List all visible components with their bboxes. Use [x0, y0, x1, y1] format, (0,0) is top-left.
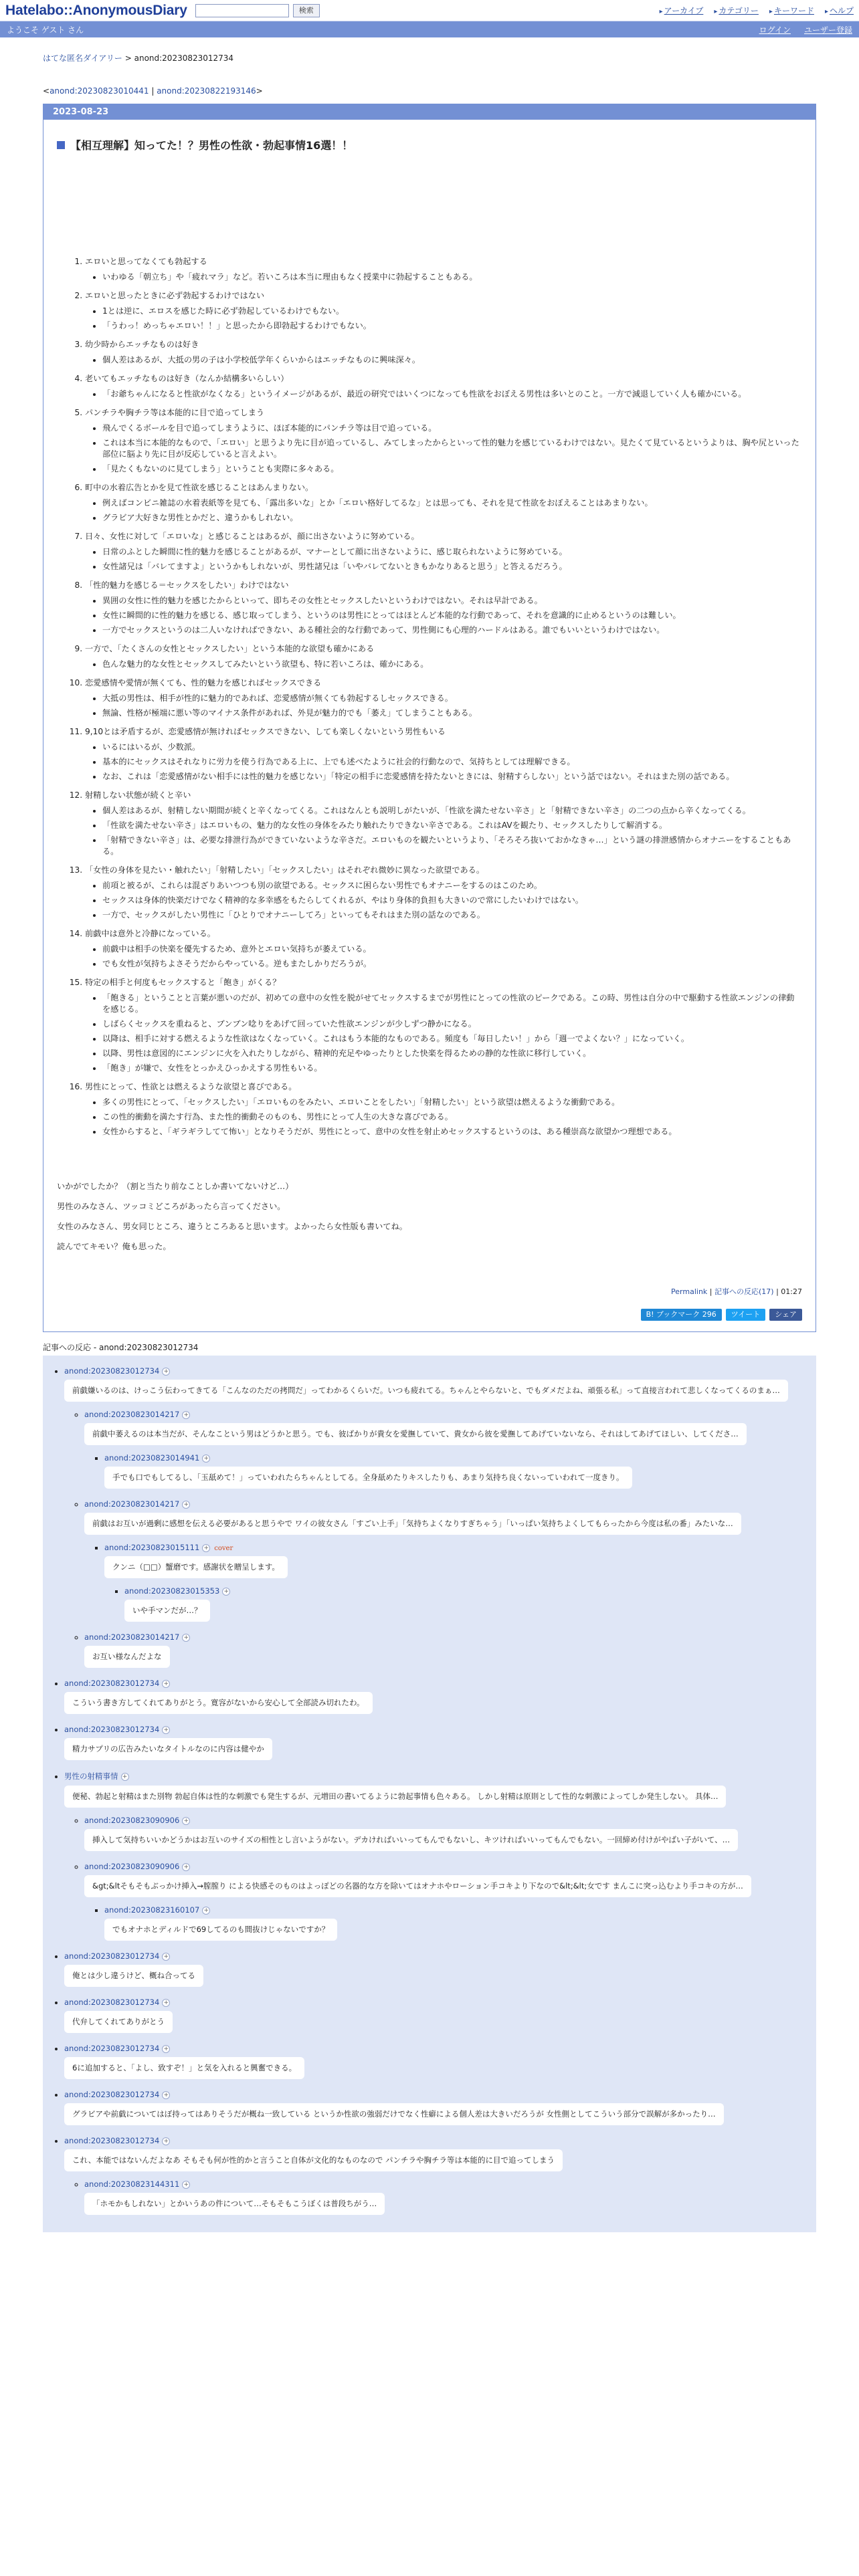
reaction-header [64, 1725, 807, 1734]
prev-entry-link[interactable]: anond:20230823010441 [50, 86, 149, 96]
reaction-header [84, 1632, 807, 1642]
entry-item [85, 726, 802, 782]
breadcrumb [43, 52, 816, 64]
reaction-link[interactable]: 男性の射精事情 [64, 1772, 118, 1781]
entry-item [85, 790, 802, 857]
entry-item-detail: • 以降は、相手に対する燃えるような性欲はなくなっていく。これはもう本能的なものである。頻度も「毎日したい！」から「週一でよくない？」になっていく。 [102, 1033, 802, 1045]
entry-title [57, 137, 802, 152]
reaction-header [84, 1410, 807, 1419]
facebook-share-button[interactable]: シェア [769, 1309, 802, 1321]
global-header [0, 0, 859, 21]
footer-sep: | [707, 1287, 714, 1296]
entry-item-detail: • 1とは逆に、エロスを感じた時に必ず勃起しているわけでもない。 [102, 306, 802, 317]
reaction-body: グラビアや前戯についてはぼ持ってはありそうだが概ね一致している というか性欲の強弱だけでなく性癖による個人差は大きいだろうが 女性側としてこういう部分で誤解が多かったり… [64, 2103, 724, 2125]
entry-list [57, 256, 802, 1138]
expand-icon[interactable]: + [202, 1907, 210, 1915]
breadcrumb-separator: > [122, 53, 134, 63]
entry-item [85, 977, 802, 1074]
entry-item-details [85, 659, 802, 670]
entry-item-title: 4. 老いてもエッチなものは好き（なんか結構多いらしい） [85, 374, 289, 383]
reaction-children [64, 2179, 807, 2219]
entry-item-detail: • 飛んでくるボールを目で追ってしまうように、ほぼ本能的にパンチラ等は目で追っている。 [102, 423, 802, 434]
entry-item-detail: • 「お爺ちゃんになると性欲がなくなる」というイメージがあるが、最近の研究ではいくつになっても性欲をおぼえる男性は多いとのこと。一方で減退していく人も確かにいる。 [102, 389, 802, 400]
login-link[interactable]: ログイン [759, 25, 791, 35]
entry-item-details [85, 546, 802, 572]
reaction-item [64, 1679, 807, 1718]
reaction-item [84, 1816, 807, 1855]
entry-item [85, 865, 802, 921]
reaction-header [124, 1586, 807, 1596]
diary-entry [43, 104, 816, 1332]
search-form [195, 4, 320, 17]
reaction-link[interactable]: anond:20230823012734 [64, 1998, 160, 2007]
reaction-item [64, 1366, 807, 1672]
entry-item-details [85, 742, 802, 782]
entry-item-details [85, 389, 802, 400]
expand-icon[interactable]: + [162, 1726, 170, 1734]
entry-item-detail: • いるにはいるが、少数派。 [102, 742, 802, 753]
entry-item-title: 3. 幼少時からエッチなものは好き [85, 340, 199, 349]
expand-icon[interactable]: + [162, 1368, 170, 1376]
nav-archive[interactable]: ▸ アーカイブ [660, 5, 704, 16]
entry-item-title: 5. パンチラや胸チラ等は本能的に目で追ってしまう [85, 408, 265, 417]
entry-item-title: 10. 恋愛感情や愛情が無くても、性的魅力を感じればセックスできる [85, 678, 322, 687]
entry-item-details [85, 498, 802, 524]
entry-item-detail: • 個人差はあるが、射精しない期間が続くと辛くなってくる。これはなんとも説明しがたいが、「性欲を満たせない辛さ」と「射精できない辛さ」の二つの点から辛くなってくる。 [102, 805, 802, 817]
entry-item-detail: • 女性からすると、「ギラギラしてて怖い」となりそうだが、男性にとって、意中の女性を射止めセックスするというのは、ある種崇高な欲望かつ理想である。 [102, 1126, 802, 1138]
entry-item-detail: • しばらくセックスを重ねると、ブンブン唸りをあげて回っていた性欲エンジンが少しずつ静かになる。 [102, 1018, 802, 1030]
prevnext-sep: | [149, 86, 157, 96]
reaction-item [64, 1771, 807, 1945]
reaction-header [64, 2136, 807, 2145]
entry-item-detail: • でも女性が気持ちよさそうだからやっている。逆もまたしかりだろうが。 [102, 958, 802, 970]
reaction-body: 6に追加すると、「よし、致すぞ！」と気を入れると興奮できる。 [64, 2057, 304, 2079]
closing-line: 読んでてキモい？俺も思った。 [57, 1242, 171, 1251]
entry-item-detail: • いわゆる「朝立ち」や「疲れマラ」など。若いころは本当に理由もなく授業中に勃起することもある。 [102, 272, 802, 283]
entry-item [85, 290, 802, 332]
reaction-body: 俺とは少し違うけど、概ね合ってる [64, 1965, 203, 1987]
entry-section [43, 120, 816, 1331]
tweet-button[interactable]: ツイート [726, 1309, 765, 1321]
expand-icon[interactable]: + [162, 2137, 170, 2145]
entry-item-title: 1. エロいと思ってなくても勃起する [85, 257, 207, 266]
entry-item-title: 12. 射精しない状態が続くと辛い [85, 790, 191, 800]
entry-item-title: 2. エロいと思ったときに必ず勃起するわけではない [85, 291, 265, 300]
expand-icon[interactable]: + [182, 1634, 190, 1642]
entry-item-detail: • この性的衝動を満たす行為、また性的衝動そのものも、男性にとって人生の大きな喜びである。 [102, 1111, 802, 1123]
entry-item-detail: • 色んな魅力的な女性とセックスしてみたいという欲望も、特に若いころは、確かにある。 [102, 659, 802, 670]
reaction-item [84, 1632, 807, 1672]
reaction-body: 便秘、勃起と射精はまた別物 勃起自体は性的な刺激でも発生するが、元増田の書いてるように勃起事情も色々ある。 しかし射精は原則として性的な刺激によってしか発生しない。 具体… [64, 1786, 726, 1808]
trackback-link[interactable]: 記事への反応(17) [714, 1287, 774, 1296]
entry-item-detail: • 「性欲を満たせない辛さ」はエロいもの、魅力的な女性の身体をみたり触れたりできない辛さである。これはAVを観たり、セックスしたりして解消する。 [102, 820, 802, 831]
reaction-link[interactable]: anond:20230823012734 [64, 1951, 160, 1961]
reaction-link[interactable]: anond:20230823014941 [104, 1453, 200, 1463]
reaction-header [84, 1862, 807, 1871]
entry-item-detail: • 異囲の女性に性的魅力を感じたからといって、即ちその女性とセックスしたいというわけではない。それは早計である。 [102, 595, 802, 607]
entry-item [85, 531, 802, 572]
reaction-body: &gt;&ltそもそもぶっかけ挿入→膣膣り による快感そのものはよっぽどの名器的な方を除いてはオナホやローション手コキより下なので&lt;&lt;女です まんこに突っ込むより手コキの方が… [84, 1875, 751, 1897]
entry-closing [57, 1176, 802, 1257]
reaction-link[interactable]: anond:20230823012734 [64, 1725, 160, 1734]
entry-item-detail: • 「飽きる」ということと言葉が悪いのだが、初めての意中の女性を脱がせてセックスするまでが男性にとっての性欲のピークである。この時、男性は自分の中で駆動する性欲エンジンの律動を感じる。 [102, 992, 802, 1015]
reaction-item [64, 2136, 807, 2219]
reaction-header [64, 1679, 807, 1688]
reaction-item [64, 1998, 807, 2037]
entry-item-details [85, 423, 802, 475]
reaction-header [64, 1998, 807, 2007]
entry-item-title: 11. 9,10とは矛盾するが、恋愛感情が無ければセックスできない、しても楽しくないという男性もいる [85, 727, 446, 736]
reaction-item [84, 1499, 807, 1626]
expand-icon[interactable]: + [182, 1501, 190, 1509]
reaction-body: 代弁してくれてありがとう [64, 2011, 173, 2033]
entry-item-detail: • グラビア大好きな男性とかだと、違うかもしれない。 [102, 512, 802, 524]
reaction-header [64, 1771, 807, 1782]
reaction-header [104, 1543, 807, 1552]
reaction-header [64, 2044, 807, 2053]
entry-item-title: 13. 「女性の身体を見たい・触れたい」「射精したい」「セックスしたい」はそれぞれ微妙に異なった欲望である。 [85, 865, 485, 875]
entry-item-details [85, 272, 802, 283]
breadcrumb-home[interactable]: はてな匿名ダイアリー [43, 53, 122, 63]
refs-title: 記事への反応 - anond:20230823012734 [43, 1343, 199, 1352]
reaction-body: 精力サプリの広告みたいなタイトルなのに内容は健やか [64, 1738, 272, 1760]
expand-icon[interactable]: + [182, 2181, 190, 2189]
entry-item-title: 9. 一方で、「たくさんの女性とセックスしたい」という本能的な欲望も確かにある [85, 644, 375, 653]
entry-item [85, 928, 802, 970]
cover-badge: cover [214, 1545, 233, 1552]
reaction-link[interactable]: anond:20230823014217 [84, 1499, 180, 1509]
entry-item-detail: • 「うわっ！めっちゃエロい！！」と思ったから即勃起するわけでもない。 [102, 320, 802, 332]
reaction-link[interactable]: anond:20230823090906 [84, 1862, 180, 1871]
entry-item [85, 256, 802, 283]
reaction-body: 挿入して気持ちいいかどうかはお互いのサイズの相性とし言いようがない。デカければいいってもんでもないし、キツければいいってもんでもない。一回締め付けがやばい子がいて、… [84, 1829, 738, 1851]
reaction-body: 手でも口でもしてるし、「玉舐めて！」っていわれたらちゃんとしてる。全身舐めたりキスしたりも、あまり気持ち良くないっていわれて一度きり。 [104, 1467, 632, 1489]
reaction-body: 「ホモかもしれない」とかいうあの件について…そもそもこうぼくは普段ちがう… [84, 2193, 385, 2215]
blank-space [57, 152, 802, 256]
entry-item-title: 15. 特定の相手と何度もセックスすると「飽き」がくる？ [85, 978, 281, 987]
reaction-link[interactable]: anond:20230823090906 [84, 1816, 180, 1825]
permalink-link[interactable]: Permalink [671, 1287, 708, 1296]
hatebu-button[interactable]: B! ブックマーク 296 [641, 1309, 722, 1321]
reaction-link[interactable]: anond:20230823012734 [64, 1366, 160, 1376]
reaction-header [64, 1366, 807, 1376]
reaction-header [84, 2179, 807, 2189]
breadcrumb-current: anond:20230823012734 [134, 53, 234, 63]
reaction-link[interactable]: anond:20230823144311 [84, 2179, 180, 2189]
entry-item-detail: • 無論、性格が極端に悪い等のマイナス条件があれば、外見が魅力的でも「萎え」てしまうこともある。 [102, 708, 802, 719]
entry-item-detail: • セックスは身体的快楽だけでなく精神的な多幸感をもたらしてくれるが、やはり身体的負担も大きいので常にしたいわけではない。 [102, 895, 802, 906]
register-link[interactable]: ユーザー登録 [803, 25, 852, 35]
reaction-header [64, 1951, 807, 1961]
search-button[interactable]: 検索 [293, 4, 320, 17]
entry-item-details [85, 354, 802, 366]
reaction-body: クンニ（□□）蟹磨です。感謝状を贈呈します。 [104, 1556, 288, 1578]
expand-icon[interactable]: + [162, 1953, 170, 1961]
entry-item-detail: • これは本当に本能的なもので、「エロい」と思うより先に目が追っているし、みてしまったからといって性的魅力を感じているわけではない。見たくて見ているというよりは、胸や尻といった部位に脳より先に目が反応していると言えよい。 [102, 437, 802, 460]
entry-item-details [85, 880, 802, 921]
entry-title-text: 【相互理解】知ってた！？男性の性欲・勃起事情16選！！ [70, 139, 353, 152]
entry-item-detail: • 「見たくもないのに見てしまう」ということも実際に多々ある。 [102, 463, 802, 475]
entry-item-details [85, 595, 802, 636]
entry-item-detail: • 前戯中は相手の快楽を優先するため、意外とエロい気持ちが萎えている。 [102, 944, 802, 955]
entry-item-details [85, 693, 802, 719]
reaction-body: 前戯はお互いが過剰に感想を伝える必要があると思うやで ワイの彼女さん「すごい上手」「気持ちよくなりすぎちゃう」「いっぱい気持ちよくしてもらったから今度は私の番」みたいな… [84, 1513, 741, 1535]
entry-item-detail: • 一方でセックスというのは二人いなければできない、ある種社会的な行動であって、男性側にも心理的ハードルはある。誰でもいいというわけではない。 [102, 625, 802, 636]
entry-item [85, 643, 802, 670]
entry-item-detail: • 前項と被るが、これらは混ざりあいつつも別の欲望である。セックスに困らない男性でもオナニーをするのはこのため。 [102, 880, 802, 891]
reaction-item [64, 2044, 807, 2083]
entry-item-title: 6. 町中の水着広告とかを見て性欲を感じることはあんまりない。 [85, 483, 314, 492]
entry-item-detail: • 女性諸兄は「バレてますよ」というかもしれないが、男性諸兄は「いやバレてないときもかなりあると思う」と答えるだろう。 [102, 561, 802, 572]
entry-item-details [85, 944, 802, 970]
reaction-body: こういう書き方してくれてありがとう。寛容がないから安心して全部読み切れたわ。 [64, 1692, 373, 1714]
reaction-body: 前戯中萎えるのは本当だが、そんなこという男はどうかと思う。でも、彼ばかりが貴女を愛撫していて、貴女から彼を愛撫してあげていないなら、それはしてあげてほしい、してくださ… [84, 1423, 747, 1445]
reaction-item [84, 1862, 807, 1945]
next-entry-link[interactable]: anond:20230822193146 [157, 86, 256, 96]
entry-item-title: 7. 日々、女性に対して「エロいな」と感じることはあるが、顔に出さないように努めている。 [85, 532, 419, 541]
reaction-item [104, 1905, 807, 1945]
expand-icon[interactable]: + [162, 2091, 170, 2099]
entry-item-detail: • 個人差はあるが、大抵の男の子は小学校低学年くらいからはエッチなものに興味深々。 [102, 354, 802, 366]
entry-item [85, 407, 802, 475]
entry-item-detail: • 多くの男性にとって、「セックスしたい」「エロいものをみたい、エロいことをしたい」「射精したい」という欲望は燃えるような衝動である。 [102, 1097, 802, 1108]
reaction-item [64, 1725, 807, 1764]
global-nav [660, 5, 854, 16]
expand-icon[interactable]: + [162, 2045, 170, 2053]
entry-item-detail: • 以降、男性は意図的にエンジンに火を入れたりしながら、精神的充足やゆったりとした快楽を得るための静的な性欲に移行していく。 [102, 1048, 802, 1059]
expand-icon[interactable]: + [202, 1455, 210, 1463]
reaction-item [84, 2179, 807, 2219]
reaction-header [64, 2090, 807, 2099]
entry-item-detail: • 例えばコンビニ雑誌の水着表紙等を見ても、「露出多いな」とか「エロい格好してるな」とは思っても、それを見て性欲をおぼえることはあまりない。 [102, 498, 802, 509]
reaction-children [64, 1816, 807, 1945]
reaction-item [124, 1586, 807, 1626]
reaction-children [104, 1586, 807, 1626]
expand-icon[interactable]: + [182, 1411, 190, 1419]
nav-help[interactable]: ▸ ヘルプ [825, 5, 854, 16]
entry-item-details [85, 306, 802, 332]
reaction-link[interactable]: anond:20230823160107 [104, 1905, 200, 1915]
expand-icon[interactable]: + [182, 1863, 190, 1871]
entry-item-detail: • 日常のふとした瞬間に性的魅力を感じることがあるが、マナーとして顔に出さないように、感じ取られないように努めている。 [102, 546, 802, 558]
reaction-item [64, 2090, 807, 2129]
user-bar [0, 21, 859, 37]
reaction-item [64, 1951, 807, 1991]
closing-line: 女性のみなさん、男女同じところ、違うところあると思います。よかったら女性版も書いてね。 [57, 1222, 407, 1231]
reaction-item [104, 1543, 807, 1626]
reaction-header [84, 1816, 807, 1825]
reaction-body: いや手マンだが…？ [124, 1600, 210, 1622]
entry-item-title: 14. 前戯中は意外と冷静になっている。 [85, 929, 215, 938]
entry-item [85, 1081, 802, 1138]
refs-panel [43, 1356, 816, 2232]
entry-item [85, 373, 802, 400]
reaction-link[interactable]: anond:20230823014217 [84, 1410, 180, 1419]
entry-item-details [85, 992, 802, 1074]
reaction-link[interactable]: anond:20230823015353 [124, 1586, 220, 1596]
entry-time: | 01:27 [773, 1287, 802, 1296]
expand-icon[interactable]: + [121, 1773, 129, 1781]
entry-item-detail: • なお、これは「恋愛感情がない相手には性的魅力を感じない」「特定の相手に恋愛感情を持たないときには、射精すらしない」という話ではない。それはまた別の話である。 [102, 771, 802, 782]
entry-item-title: 16. 男性にとって、性欲とは燃えるような欲望と喜びである。 [85, 1082, 297, 1091]
welcome-text: ようこそ ゲスト さん [7, 25, 84, 35]
reaction-body: でもオナホとディルドで69してるのも間抜けじゃないですか？ [104, 1919, 337, 1941]
reaction-children [64, 1410, 807, 1672]
expand-icon[interactable]: + [182, 1817, 190, 1825]
reaction-body: 前戯嫌いるのは、けっこう伝わってきてる「こんなのただの拷問だ」ってわかるくらいだ。いつも疲れてる。ちゃんとやらないと、でもダメだよね、頑張る私」って直接言われて悲しくなってくるのまぁ… [64, 1380, 788, 1402]
expand-icon[interactable]: + [162, 1999, 170, 2007]
entry-item-detail: • 大抵の男性は、相手が性的に魅力的であれば、恋愛感情が無くても勃起するしセックスできる。 [102, 693, 802, 704]
nav-category[interactable]: ▸ カテゴリー [714, 5, 759, 16]
reaction-item [104, 1453, 807, 1493]
entry-item-detail: • 女性に瞬間的に性的魅力を感じる、感じ取ってしまう、というのは男性にとってはほとんど本能的な行動であって、それを意識的に止めるというのは難しい。 [102, 610, 802, 621]
reaction-item [84, 1410, 807, 1493]
nav-keyword[interactable]: ▸ キーワード [769, 5, 814, 16]
refs-list [52, 1366, 807, 2219]
prevnext-open: < [43, 86, 50, 96]
reaction-link[interactable]: anond:20230823014217 [84, 1632, 180, 1642]
expand-icon[interactable]: + [162, 1680, 170, 1688]
reaction-link[interactable]: anond:20230823012734 [64, 1679, 160, 1688]
prevnext-close: > [256, 86, 263, 96]
entry-footer [57, 1286, 802, 1297]
reaction-link[interactable]: anond:20230823012734 [64, 2044, 160, 2053]
entry-item-detail: • 「射精できない辛さ」は、必要な排泄行為ができていないような辛さだ。エロいものを観たいというより、「そろそろ抜いておかなきゃ…」という謎の排泄感情からオナニーをすることもある。 [102, 835, 802, 857]
title-square-icon [57, 141, 65, 149]
reaction-children [84, 1905, 807, 1945]
expand-icon[interactable]: + [222, 1588, 230, 1596]
search-input[interactable] [195, 4, 289, 17]
entry-item [85, 339, 802, 366]
entry-item-details [85, 805, 802, 857]
entry-item-detail: • 基本的にセックスはそれなりに労力を使う行為である上に、上でも述べたように社会的行動なので、気持ちとしては理解できる。 [102, 756, 802, 768]
entry-date: 2023-08-23 [43, 104, 816, 120]
entry-item-detail: • 「飽き」が嫌で、女性をとっかえひっかえする男性もいる。 [102, 1063, 802, 1074]
reaction-header [84, 1499, 807, 1509]
reaction-body: これ、本能ではないんだよなあ そもそも何が性的かと言うこと自体が文化的なものなので パンチラや胸チラ等は本能的に目で追ってしまう [64, 2149, 563, 2171]
share-buttons [57, 1309, 802, 1321]
reaction-link[interactable]: anond:20230823012734 [64, 2090, 160, 2099]
entry-item [85, 580, 802, 636]
closing-line: 男性のみなさん、ツッコミどころがあったら言ってください。 [57, 1202, 286, 1211]
reaction-children [84, 1453, 807, 1493]
entry-item [85, 482, 802, 524]
entry-item-title: 8. 「性的魅力を感じる＝セックスをしたい」わけではない [85, 580, 289, 590]
reaction-link[interactable]: anond:20230823012734 [64, 2136, 160, 2145]
entry-item-detail: • 一方で、セックスがしたい男性に「ひとりでオナニーしてろ」といってもそれはまた別の話なのである。 [102, 909, 802, 921]
reaction-children [84, 1543, 807, 1626]
site-logo[interactable]: Hatelabo::AnonymousDiary [5, 2, 187, 18]
entry-item-details [85, 1097, 802, 1138]
prev-next-nav [43, 86, 816, 96]
reaction-header [104, 1905, 807, 1915]
closing-line: いかがでしたか？（割と当たり前なことしか書いてないけど…） [57, 1182, 294, 1191]
reaction-body: お互い様なんだよな [84, 1646, 170, 1668]
reaction-link[interactable]: anond:20230823015111 [104, 1543, 200, 1552]
expand-icon[interactable]: + [202, 1544, 210, 1552]
entry-item [85, 677, 802, 719]
reaction-header [104, 1453, 807, 1463]
